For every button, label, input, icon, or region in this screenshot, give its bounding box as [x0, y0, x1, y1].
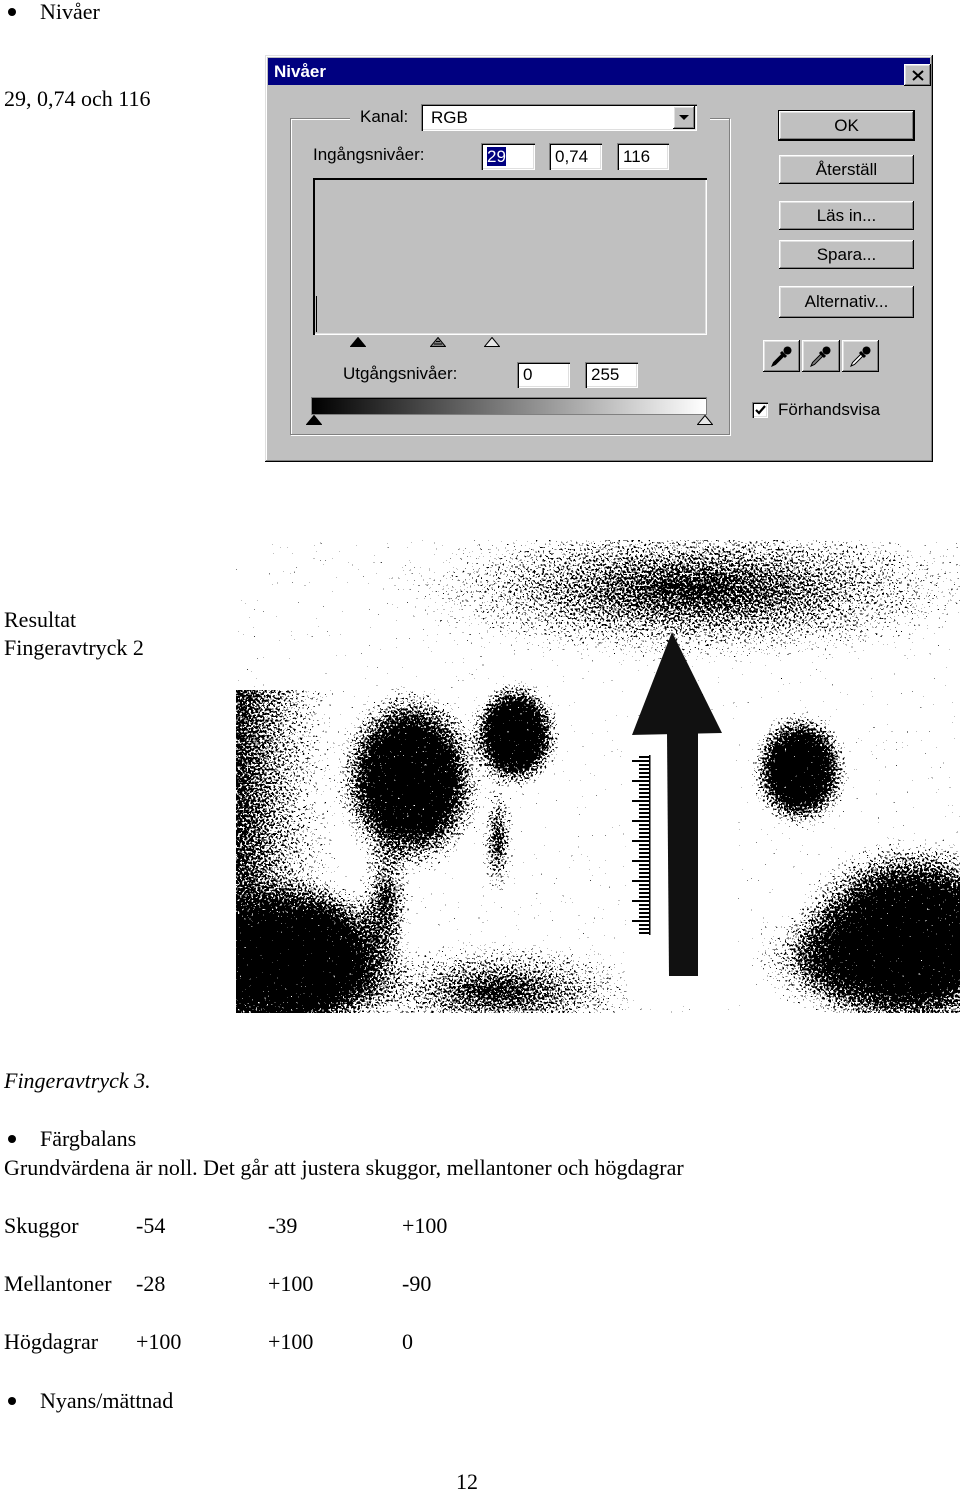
bullet-color-balance: Färgbalans: [40, 1126, 137, 1151]
check-icon: [755, 405, 766, 415]
output-shadows-slider[interactable]: [306, 415, 322, 425]
output-shadows-field[interactable]: [517, 362, 570, 388]
white-eyedropper-icon: [849, 344, 873, 368]
output-gradient-bar: [311, 397, 707, 415]
color-balance-paragraph: Grundvärdena är noll. Det går att justera skuggor, mellantoner och högdagrar: [4, 1155, 684, 1180]
row-value: +100: [268, 1329, 314, 1354]
output-shadows-value: 0: [523, 365, 533, 384]
black-eyedropper-button[interactable]: [763, 340, 800, 372]
bullet-icon: [8, 8, 16, 16]
channel-dropdown-button[interactable]: [673, 106, 695, 129]
row-value: -28: [136, 1271, 166, 1296]
dialog-title-bar[interactable]: [268, 58, 930, 85]
fingerprint-2-label: Fingeravtryck 2: [4, 635, 144, 660]
dialog-title: Nivåer: [274, 62, 326, 81]
row-value: 0: [402, 1329, 413, 1354]
preview-label[interactable]: Förhandsvisa: [778, 400, 881, 419]
input-shadows-value: 29: [487, 147, 506, 166]
input-highlights-slider[interactable]: [484, 337, 500, 347]
row-value: +100: [402, 1213, 448, 1238]
gray-eyedropper-button[interactable]: [802, 340, 840, 372]
white-eyedropper-button[interactable]: [842, 340, 879, 372]
input-gamma-value: 0,74: [555, 147, 589, 166]
channel-select[interactable]: [421, 104, 697, 131]
save-button[interactable]: Spara...: [779, 240, 914, 269]
input-shadows-slider[interactable]: [350, 337, 366, 347]
gray-eyedropper-icon: [809, 344, 833, 368]
load-button[interactable]: Läs in...: [779, 201, 914, 230]
row-label: Mellantoner: [4, 1271, 112, 1296]
channel-value: RGB: [431, 108, 468, 127]
row-label: Högdagrar: [4, 1329, 99, 1354]
row-value: -39: [268, 1213, 298, 1238]
channel-label: Kanal:: [360, 107, 409, 126]
row-value: +100: [268, 1271, 314, 1296]
close-icon: [912, 70, 924, 81]
output-highlights-slider[interactable]: [697, 415, 713, 425]
output-levels-label: Utgångsnivåer:: [343, 364, 458, 383]
histogram: [313, 178, 707, 335]
output-highlights-value: 255: [591, 365, 620, 384]
bullet-hue-saturation: Nyans/mättnad: [40, 1388, 174, 1413]
bullet-icon: [8, 1397, 16, 1405]
result-label: Resultat: [4, 607, 77, 632]
input-shadows-field[interactable]: [481, 143, 535, 170]
input-gamma-field[interactable]: [549, 143, 602, 170]
close-button[interactable]: [904, 64, 931, 86]
fingerprint-image: [236, 540, 960, 1013]
input-levels-label: Ingångsnivåer:: [313, 145, 425, 164]
row-label: Skuggor: [4, 1213, 79, 1238]
reset-button[interactable]: Återställ: [779, 155, 914, 184]
input-highlights-field[interactable]: [617, 143, 669, 170]
page-number: 12: [456, 1469, 478, 1494]
levels-dialog: [265, 55, 933, 462]
input-gamma-slider[interactable]: [430, 337, 446, 347]
histogram-bar: [316, 296, 317, 332]
ok-button[interactable]: OK: [779, 111, 914, 140]
chevron-down-icon: [679, 115, 689, 121]
row-value: -54: [136, 1213, 166, 1238]
input-highlights-value: 116: [623, 147, 651, 166]
row-value: +100: [136, 1329, 182, 1354]
levels-values-text: 29, 0,74 och 116: [4, 86, 151, 111]
fingerprint-3-heading: Fingeravtryck 3.: [4, 1068, 151, 1093]
options-button[interactable]: Alternativ...: [779, 286, 914, 318]
output-highlights-field[interactable]: [585, 362, 638, 388]
row-value: -90: [402, 1271, 432, 1296]
bullet-icon: [8, 1135, 16, 1143]
black-eyedropper-icon: [770, 344, 794, 368]
preview-checkbox[interactable]: [752, 402, 768, 418]
bullet-levels: Nivåer: [40, 0, 100, 24]
